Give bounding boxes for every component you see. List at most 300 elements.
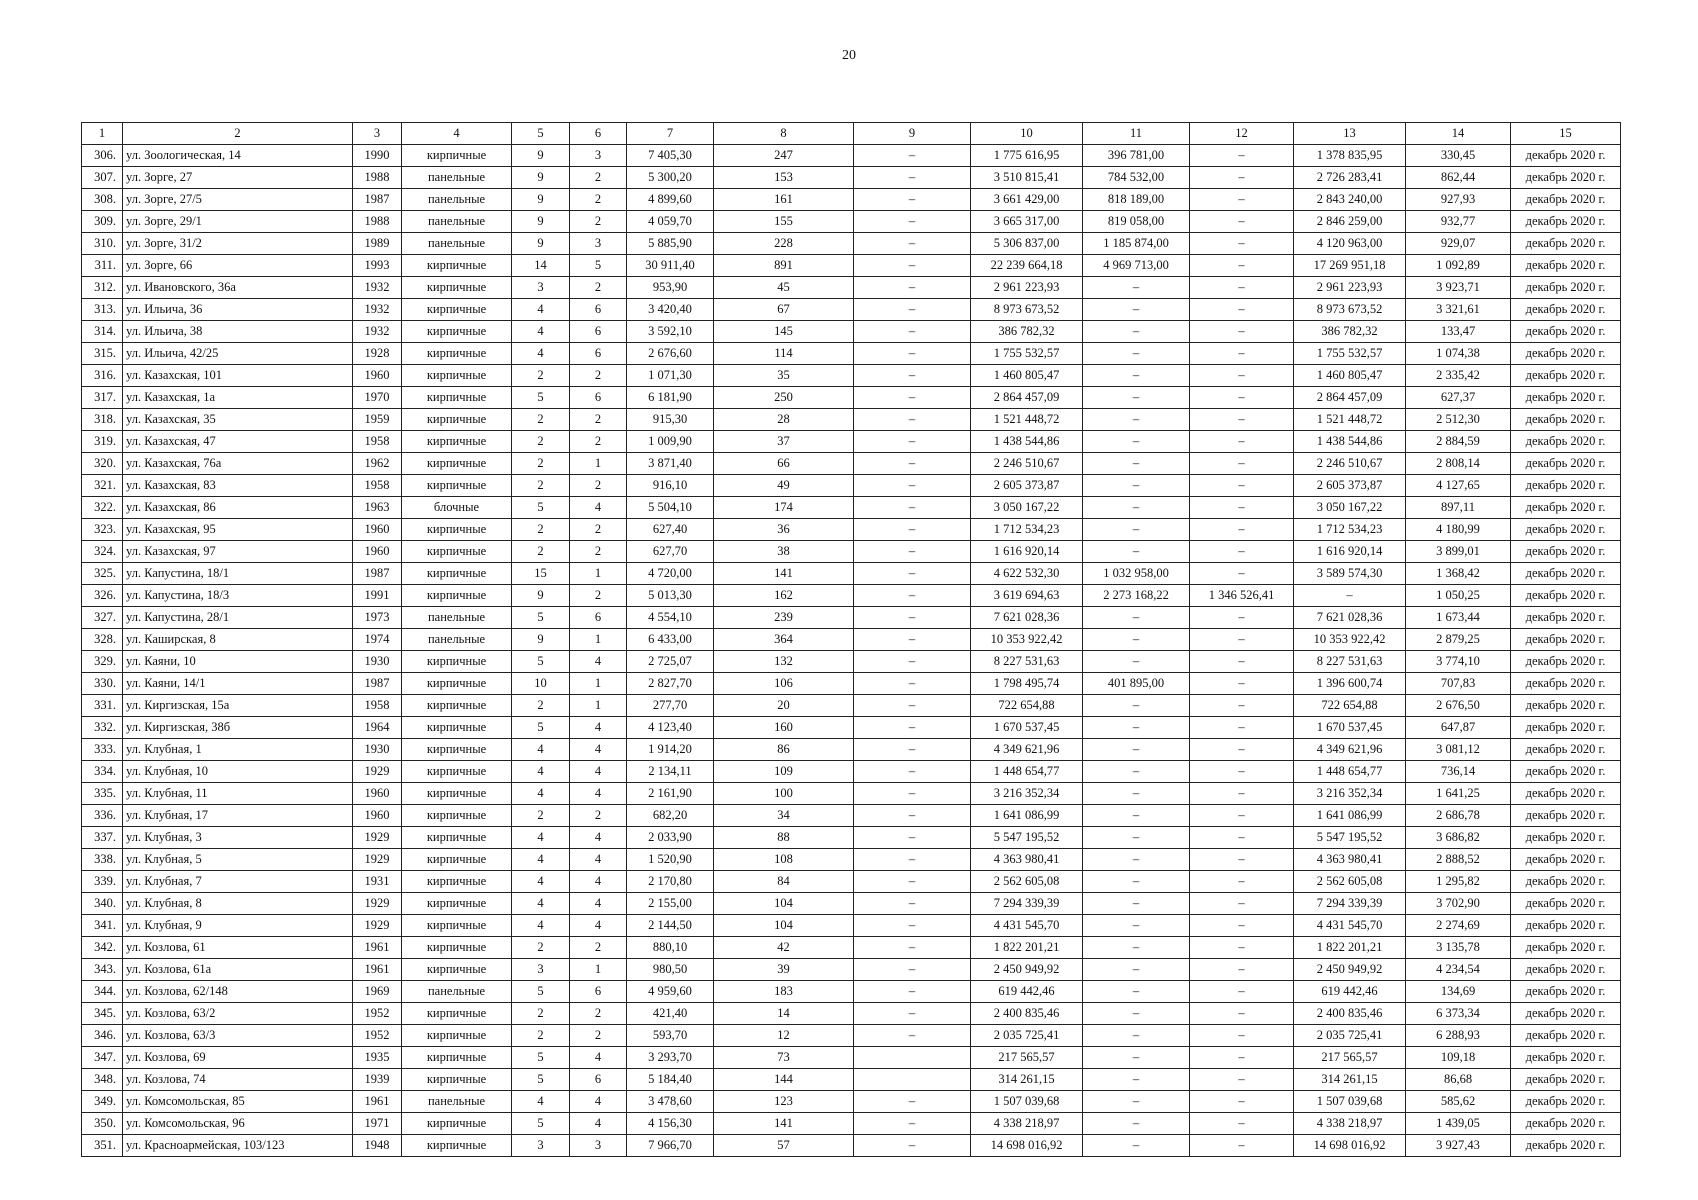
table-cell-col-8: 144: [714, 1069, 854, 1091]
table-cell-col-12: –: [1190, 145, 1294, 167]
table-cell-col-2: ул. Ивановского, 36а: [123, 277, 353, 299]
table-cell-col-7: 4 720,00: [627, 563, 714, 585]
table-cell-col-7: 2 144,50: [627, 915, 714, 937]
table-cell-col-5: 2: [512, 431, 570, 453]
table-cell-col-15: декабрь 2020 г.: [1511, 937, 1621, 959]
table-cell-col-15: декабрь 2020 г.: [1511, 1003, 1621, 1025]
table-cell-col-13: 4 349 621,96: [1294, 739, 1406, 761]
table-cell-col-1: 327.: [82, 607, 123, 629]
table-cell-col-13: 1 438 544,86: [1294, 431, 1406, 453]
table-cell-col-11: –: [1083, 849, 1190, 871]
table-cell-col-6: 2: [570, 519, 627, 541]
table-cell-col-15: декабрь 2020 г.: [1511, 1091, 1621, 1113]
table-cell-col-2: ул. Козлова, 61: [123, 937, 353, 959]
table-cell-col-5: 5: [512, 607, 570, 629]
table-cell-col-13: 4 431 545,70: [1294, 915, 1406, 937]
table-cell-col-2: ул. Капустина, 18/1: [123, 563, 353, 585]
table-cell-col-11: –: [1083, 695, 1190, 717]
table-cell-col-10: 314 261,15: [971, 1069, 1083, 1091]
table-row: [82, 959, 1621, 981]
table-cell-col-9: –: [854, 453, 971, 475]
table-cell-col-13: 5 547 195,52: [1294, 827, 1406, 849]
table-cell-col-13: 722 654,88: [1294, 695, 1406, 717]
table-cell-col-1: 325.: [82, 563, 123, 585]
table-cell-col-14: 2 274,69: [1406, 915, 1511, 937]
table-cell-col-8: 39: [714, 959, 854, 981]
table-cell-col-9: [854, 1047, 971, 1069]
table-cell-col-3: 1932: [353, 299, 402, 321]
table-cell-col-8: 36: [714, 519, 854, 541]
table-cell-col-5: 4: [512, 739, 570, 761]
table-cell-col-8: 57: [714, 1135, 854, 1157]
table-cell-col-14: 2 676,50: [1406, 695, 1511, 717]
table-cell-col-15: декабрь 2020 г.: [1511, 453, 1621, 475]
table-cell-col-11: –: [1083, 343, 1190, 365]
table-cell-col-14: 6 373,34: [1406, 1003, 1511, 1025]
table-cell-col-10: 3 510 815,41: [971, 167, 1083, 189]
table-cell-col-2: ул. Козлова, 74: [123, 1069, 353, 1091]
table-cell-col-6: 6: [570, 607, 627, 629]
table-cell-col-9: –: [854, 1025, 971, 1047]
table-cell-col-7: 980,50: [627, 959, 714, 981]
table-cell-col-2: ул. Красноармейская, 103/123: [123, 1135, 353, 1157]
table-row: [82, 299, 1621, 321]
table-cell-col-10: 1 460 805,47: [971, 365, 1083, 387]
table-cell-col-13: 1 507 039,68: [1294, 1091, 1406, 1113]
table-cell-col-9: –: [854, 937, 971, 959]
table-cell-col-2: ул. Казахская, 101: [123, 365, 353, 387]
table-row: [82, 453, 1621, 475]
column-number-cell: 15: [1511, 123, 1621, 145]
table-cell-col-8: 161: [714, 189, 854, 211]
table-cell-col-9: –: [854, 673, 971, 695]
table-cell-col-5: 5: [512, 1113, 570, 1135]
table-cell-col-11: –: [1083, 453, 1190, 475]
table-cell-col-5: 2: [512, 475, 570, 497]
table-cell-col-5: 2: [512, 453, 570, 475]
table-cell-col-3: 1993: [353, 255, 402, 277]
table-cell-col-3: 1929: [353, 761, 402, 783]
table-cell-col-11: 1 032 958,00: [1083, 563, 1190, 585]
table-cell-col-6: 2: [570, 541, 627, 563]
table-cell-col-1: 341.: [82, 915, 123, 937]
table-cell-col-11: –: [1083, 783, 1190, 805]
table-cell-col-5: 9: [512, 211, 570, 233]
table-cell-col-4: кирпичные: [402, 1025, 512, 1047]
table-cell-col-15: декабрь 2020 г.: [1511, 827, 1621, 849]
table-cell-col-8: 109: [714, 761, 854, 783]
table-cell-col-5: 4: [512, 299, 570, 321]
table-cell-col-3: 1932: [353, 321, 402, 343]
table-cell-col-12: –: [1190, 783, 1294, 805]
table-cell-col-15: декабрь 2020 г.: [1511, 651, 1621, 673]
table-cell-col-2: ул. Клубная, 17: [123, 805, 353, 827]
table-cell-col-7: 2 827,70: [627, 673, 714, 695]
table-cell-col-1: 340.: [82, 893, 123, 915]
table-cell-col-8: 38: [714, 541, 854, 563]
table-cell-col-6: 4: [570, 651, 627, 673]
table-cell-col-9: –: [854, 871, 971, 893]
table-cell-col-6: 4: [570, 497, 627, 519]
table-cell-col-15: декабрь 2020 г.: [1511, 145, 1621, 167]
table-row: [82, 431, 1621, 453]
table-cell-col-11: –: [1083, 277, 1190, 299]
table-cell-col-9: –: [854, 1091, 971, 1113]
table-cell-col-1: 317.: [82, 387, 123, 409]
table-cell-col-8: 104: [714, 915, 854, 937]
table-cell-col-9: –: [854, 431, 971, 453]
table-cell-col-9: –: [854, 651, 971, 673]
table-cell-col-13: 2 961 223,93: [1294, 277, 1406, 299]
table-cell-col-7: 1 009,90: [627, 431, 714, 453]
table-cell-col-5: 2: [512, 519, 570, 541]
table-cell-col-1: 350.: [82, 1113, 123, 1135]
table-cell-col-12: –: [1190, 607, 1294, 629]
table-cell-col-8: 42: [714, 937, 854, 959]
table-cell-col-2: ул. Клубная, 3: [123, 827, 353, 849]
table-cell-col-12: –: [1190, 805, 1294, 827]
column-number-cell: 13: [1294, 123, 1406, 145]
table-cell-col-12: –: [1190, 651, 1294, 673]
table-cell-col-7: 1 914,20: [627, 739, 714, 761]
table-cell-col-15: декабрь 2020 г.: [1511, 233, 1621, 255]
table-cell-col-1: 337.: [82, 827, 123, 849]
table-cell-col-7: 2 725,07: [627, 651, 714, 673]
table-cell-col-5: 2: [512, 1025, 570, 1047]
table-cell-col-3: 1974: [353, 629, 402, 651]
table-cell-col-15: декабрь 2020 г.: [1511, 673, 1621, 695]
table-cell-col-14: 3 927,43: [1406, 1135, 1511, 1157]
table-cell-col-8: 49: [714, 475, 854, 497]
table-cell-col-8: 141: [714, 563, 854, 585]
table-cell-col-9: –: [854, 519, 971, 541]
table-cell-col-2: ул. Козлова, 63/2: [123, 1003, 353, 1025]
table-row: [82, 321, 1621, 343]
table-cell-col-2: ул. Клубная, 5: [123, 849, 353, 871]
table-cell-col-13: 10 353 922,42: [1294, 629, 1406, 651]
table-cell-col-7: 7 966,70: [627, 1135, 714, 1157]
table-cell-col-1: 312.: [82, 277, 123, 299]
table-cell-col-14: 862,44: [1406, 167, 1511, 189]
table-row: [82, 1091, 1621, 1113]
table-cell-col-2: ул. Капустина, 28/1: [123, 607, 353, 629]
table-cell-col-4: кирпичные: [402, 277, 512, 299]
table-cell-col-10: 10 353 922,42: [971, 629, 1083, 651]
table-row: [82, 651, 1621, 673]
table-cell-col-7: 916,10: [627, 475, 714, 497]
table-cell-col-14: 2 686,78: [1406, 805, 1511, 827]
table-cell-col-1: 332.: [82, 717, 123, 739]
table-cell-col-13: 2 846 259,00: [1294, 211, 1406, 233]
table-cell-col-7: 953,90: [627, 277, 714, 299]
table-cell-col-14: 3 923,71: [1406, 277, 1511, 299]
table-cell-col-12: –: [1190, 233, 1294, 255]
table-cell-col-4: кирпичные: [402, 783, 512, 805]
table-cell-col-11: –: [1083, 959, 1190, 981]
table-cell-col-2: ул. Каяни, 10: [123, 651, 353, 673]
table-cell-col-12: –: [1190, 739, 1294, 761]
table-cell-col-3: 1971: [353, 1113, 402, 1135]
table-cell-col-5: 2: [512, 409, 570, 431]
table-cell-col-3: 1958: [353, 431, 402, 453]
table-cell-col-10: 4 431 545,70: [971, 915, 1083, 937]
table-cell-col-8: 123: [714, 1091, 854, 1113]
table-cell-col-14: 1 368,42: [1406, 563, 1511, 585]
table-cell-col-12: –: [1190, 1025, 1294, 1047]
table-cell-col-11: –: [1083, 651, 1190, 673]
table-cell-col-5: 5: [512, 497, 570, 519]
table-cell-col-11: 1 185 874,00: [1083, 233, 1190, 255]
table-cell-col-3: 1961: [353, 959, 402, 981]
table-cell-col-5: 5: [512, 1047, 570, 1069]
table-cell-col-7: 2 134,11: [627, 761, 714, 783]
table-row: [82, 1047, 1621, 1069]
table-cell-col-4: кирпичные: [402, 343, 512, 365]
table-cell-col-12: –: [1190, 629, 1294, 651]
table-cell-col-2: ул. Казахская, 83: [123, 475, 353, 497]
table-cell-col-9: –: [854, 629, 971, 651]
table-cell-col-13: 1 378 835,95: [1294, 145, 1406, 167]
table-cell-col-15: декабрь 2020 г.: [1511, 959, 1621, 981]
table-row: [82, 585, 1621, 607]
table-cell-col-15: декабрь 2020 г.: [1511, 871, 1621, 893]
table-cell-col-12: –: [1190, 1113, 1294, 1135]
table-cell-col-3: 1960: [353, 365, 402, 387]
table-cell-col-10: 619 442,46: [971, 981, 1083, 1003]
table-cell-col-4: кирпичные: [402, 915, 512, 937]
table-cell-col-7: 5 013,30: [627, 585, 714, 607]
table-row: [82, 783, 1621, 805]
table-cell-col-4: кирпичные: [402, 959, 512, 981]
table-cell-col-8: 66: [714, 453, 854, 475]
table-cell-col-8: 12: [714, 1025, 854, 1047]
table-cell-col-1: 329.: [82, 651, 123, 673]
table-cell-col-8: 250: [714, 387, 854, 409]
table-cell-col-6: 6: [570, 1069, 627, 1091]
table-cell-col-15: декабрь 2020 г.: [1511, 321, 1621, 343]
table-cell-col-7: 4 059,70: [627, 211, 714, 233]
table-cell-col-4: блочные: [402, 497, 512, 519]
table-cell-col-10: 3 050 167,22: [971, 497, 1083, 519]
table-cell-col-3: 1932: [353, 277, 402, 299]
table-cell-col-8: 104: [714, 893, 854, 915]
table-cell-col-11: –: [1083, 717, 1190, 739]
table-cell-col-13: 4 338 218,97: [1294, 1113, 1406, 1135]
table-row: [82, 277, 1621, 299]
table-cell-col-12: –: [1190, 563, 1294, 585]
table-cell-col-15: декабрь 2020 г.: [1511, 915, 1621, 937]
table-cell-col-5: 4: [512, 1091, 570, 1113]
table-cell-col-9: –: [854, 387, 971, 409]
table-cell-col-9: –: [854, 365, 971, 387]
table-cell-col-12: –: [1190, 475, 1294, 497]
table-cell-col-7: 1 071,30: [627, 365, 714, 387]
table-cell-col-13: 2 605 373,87: [1294, 475, 1406, 497]
table-cell-col-15: декабрь 2020 г.: [1511, 343, 1621, 365]
table-cell-col-6: 3: [570, 1135, 627, 1157]
table-cell-col-2: ул. Ильича, 42/25: [123, 343, 353, 365]
table-cell-col-14: 133,47: [1406, 321, 1511, 343]
table-cell-col-6: 5: [570, 255, 627, 277]
table-cell-col-1: 310.: [82, 233, 123, 255]
table-cell-col-6: 1: [570, 563, 627, 585]
table-cell-col-11: –: [1083, 475, 1190, 497]
table-cell-col-12: –: [1190, 761, 1294, 783]
table-cell-col-1: 349.: [82, 1091, 123, 1113]
table-cell-col-11: –: [1083, 893, 1190, 915]
table-cell-col-4: кирпичные: [402, 937, 512, 959]
table-cell-col-12: –: [1190, 937, 1294, 959]
table-cell-col-1: 344.: [82, 981, 123, 1003]
table-cell-col-8: 100: [714, 783, 854, 805]
table-cell-col-10: 14 698 016,92: [971, 1135, 1083, 1157]
table-cell-col-10: 386 782,32: [971, 321, 1083, 343]
table-cell-col-1: 334.: [82, 761, 123, 783]
table-cell-col-12: –: [1190, 189, 1294, 211]
table-row: [82, 1113, 1621, 1135]
table-cell-col-11: –: [1083, 629, 1190, 651]
table-cell-col-4: кирпичные: [402, 717, 512, 739]
table-cell-col-12: –: [1190, 453, 1294, 475]
table-cell-col-7: 5 885,90: [627, 233, 714, 255]
table-cell-col-6: 3: [570, 145, 627, 167]
table-cell-col-3: 1931: [353, 871, 402, 893]
table-cell-col-7: 4 959,60: [627, 981, 714, 1003]
table-cell-col-9: –: [854, 915, 971, 937]
table-cell-col-11: –: [1083, 387, 1190, 409]
table-cell-col-1: 328.: [82, 629, 123, 651]
table-cell-col-9: –: [854, 541, 971, 563]
table-cell-col-3: 1929: [353, 893, 402, 915]
table-cell-col-7: 915,30: [627, 409, 714, 431]
table-cell-col-5: 2: [512, 695, 570, 717]
table-cell-col-4: кирпичные: [402, 673, 512, 695]
table-cell-col-12: –: [1190, 541, 1294, 563]
table-cell-col-1: 318.: [82, 409, 123, 431]
table-cell-col-4: панельные: [402, 233, 512, 255]
table-cell-col-14: 2 888,52: [1406, 849, 1511, 871]
table-cell-col-3: 1929: [353, 827, 402, 849]
table-cell-col-4: кирпичные: [402, 739, 512, 761]
table-cell-col-4: кирпичные: [402, 255, 512, 277]
table-cell-col-3: 1939: [353, 1069, 402, 1091]
table-cell-col-15: декабрь 2020 г.: [1511, 1113, 1621, 1135]
table-row: [82, 211, 1621, 233]
table-row: [82, 805, 1621, 827]
table-cell-col-13: 7 621 028,36: [1294, 607, 1406, 629]
table-cell-col-7: 3 293,70: [627, 1047, 714, 1069]
table-cell-col-11: –: [1083, 321, 1190, 343]
table-cell-col-1: 309.: [82, 211, 123, 233]
table-cell-col-1: 306.: [82, 145, 123, 167]
table-cell-col-14: 1 439,05: [1406, 1113, 1511, 1135]
table-row: [82, 695, 1621, 717]
column-number-cell: 9: [854, 123, 971, 145]
table-cell-col-3: 1958: [353, 695, 402, 717]
table-cell-col-10: 1 798 495,74: [971, 673, 1083, 695]
table-cell-col-8: 37: [714, 431, 854, 453]
table-row: [82, 981, 1621, 1003]
table-body: [82, 123, 1621, 1157]
table-cell-col-9: –: [854, 299, 971, 321]
table-cell-col-9: –: [854, 497, 971, 519]
table-cell-col-4: кирпичные: [402, 563, 512, 585]
table-cell-col-14: 1 092,89: [1406, 255, 1511, 277]
table-cell-col-9: –: [854, 211, 971, 233]
table-cell-col-12: –: [1190, 365, 1294, 387]
table-cell-col-10: 3 619 694,63: [971, 585, 1083, 607]
table-cell-col-14: 3 321,61: [1406, 299, 1511, 321]
table-cell-col-15: декабрь 2020 г.: [1511, 695, 1621, 717]
table-row: [82, 761, 1621, 783]
table-cell-col-5: 2: [512, 805, 570, 827]
table-cell-col-11: –: [1083, 519, 1190, 541]
table-cell-col-14: 3 686,82: [1406, 827, 1511, 849]
table-cell-col-15: декабрь 2020 г.: [1511, 629, 1621, 651]
table-cell-col-6: 2: [570, 585, 627, 607]
table-cell-col-8: 108: [714, 849, 854, 871]
table-cell-col-15: декабрь 2020 г.: [1511, 805, 1621, 827]
table-cell-col-9: –: [854, 321, 971, 343]
table-cell-col-12: –: [1190, 277, 1294, 299]
table-cell-col-3: 1930: [353, 651, 402, 673]
table-cell-col-8: 891: [714, 255, 854, 277]
table-cell-col-13: –: [1294, 585, 1406, 607]
table-cell-col-3: 1963: [353, 497, 402, 519]
table-cell-col-3: 1935: [353, 1047, 402, 1069]
table-cell-col-12: 1 346 526,41: [1190, 585, 1294, 607]
table-cell-col-7: 5 300,20: [627, 167, 714, 189]
column-number-cell: 2: [123, 123, 353, 145]
table-cell-col-5: 2: [512, 937, 570, 959]
table-cell-col-14: 897,11: [1406, 497, 1511, 519]
table-cell-col-4: кирпичные: [402, 827, 512, 849]
table-cell-col-12: –: [1190, 915, 1294, 937]
table-row: [82, 717, 1621, 739]
table-cell-col-13: 3 589 574,30: [1294, 563, 1406, 585]
table-cell-col-2: ул. Клубная, 8: [123, 893, 353, 915]
column-number-cell: 3: [353, 123, 402, 145]
table-cell-col-14: 1 673,44: [1406, 607, 1511, 629]
table-cell-col-12: –: [1190, 519, 1294, 541]
table-cell-col-5: 9: [512, 585, 570, 607]
table-cell-col-1: 339.: [82, 871, 123, 893]
table-cell-col-2: ул. Козлова, 69: [123, 1047, 353, 1069]
table-cell-col-10: 1 616 920,14: [971, 541, 1083, 563]
table-cell-col-7: 7 405,30: [627, 145, 714, 167]
table-cell-col-12: –: [1190, 431, 1294, 453]
table-cell-col-4: кирпичные: [402, 1047, 512, 1069]
table-cell-col-7: 30 911,40: [627, 255, 714, 277]
table-cell-col-6: 2: [570, 211, 627, 233]
table-cell-col-6: 2: [570, 1003, 627, 1025]
table-cell-col-4: кирпичные: [402, 387, 512, 409]
table-cell-col-15: декабрь 2020 г.: [1511, 1135, 1621, 1157]
table-cell-col-7: 4 554,10: [627, 607, 714, 629]
table-row: [82, 739, 1621, 761]
table-cell-col-14: 932,77: [1406, 211, 1511, 233]
table-cell-col-13: 14 698 016,92: [1294, 1135, 1406, 1157]
table-cell-col-1: 320.: [82, 453, 123, 475]
table-cell-col-15: декабрь 2020 г.: [1511, 739, 1621, 761]
table-cell-col-12: –: [1190, 255, 1294, 277]
table-cell-col-4: панельные: [402, 167, 512, 189]
table-row: [82, 673, 1621, 695]
table-row: [82, 849, 1621, 871]
table-cell-col-8: 35: [714, 365, 854, 387]
table-cell-col-10: 1 507 039,68: [971, 1091, 1083, 1113]
table-cell-col-14: 1 641,25: [1406, 783, 1511, 805]
